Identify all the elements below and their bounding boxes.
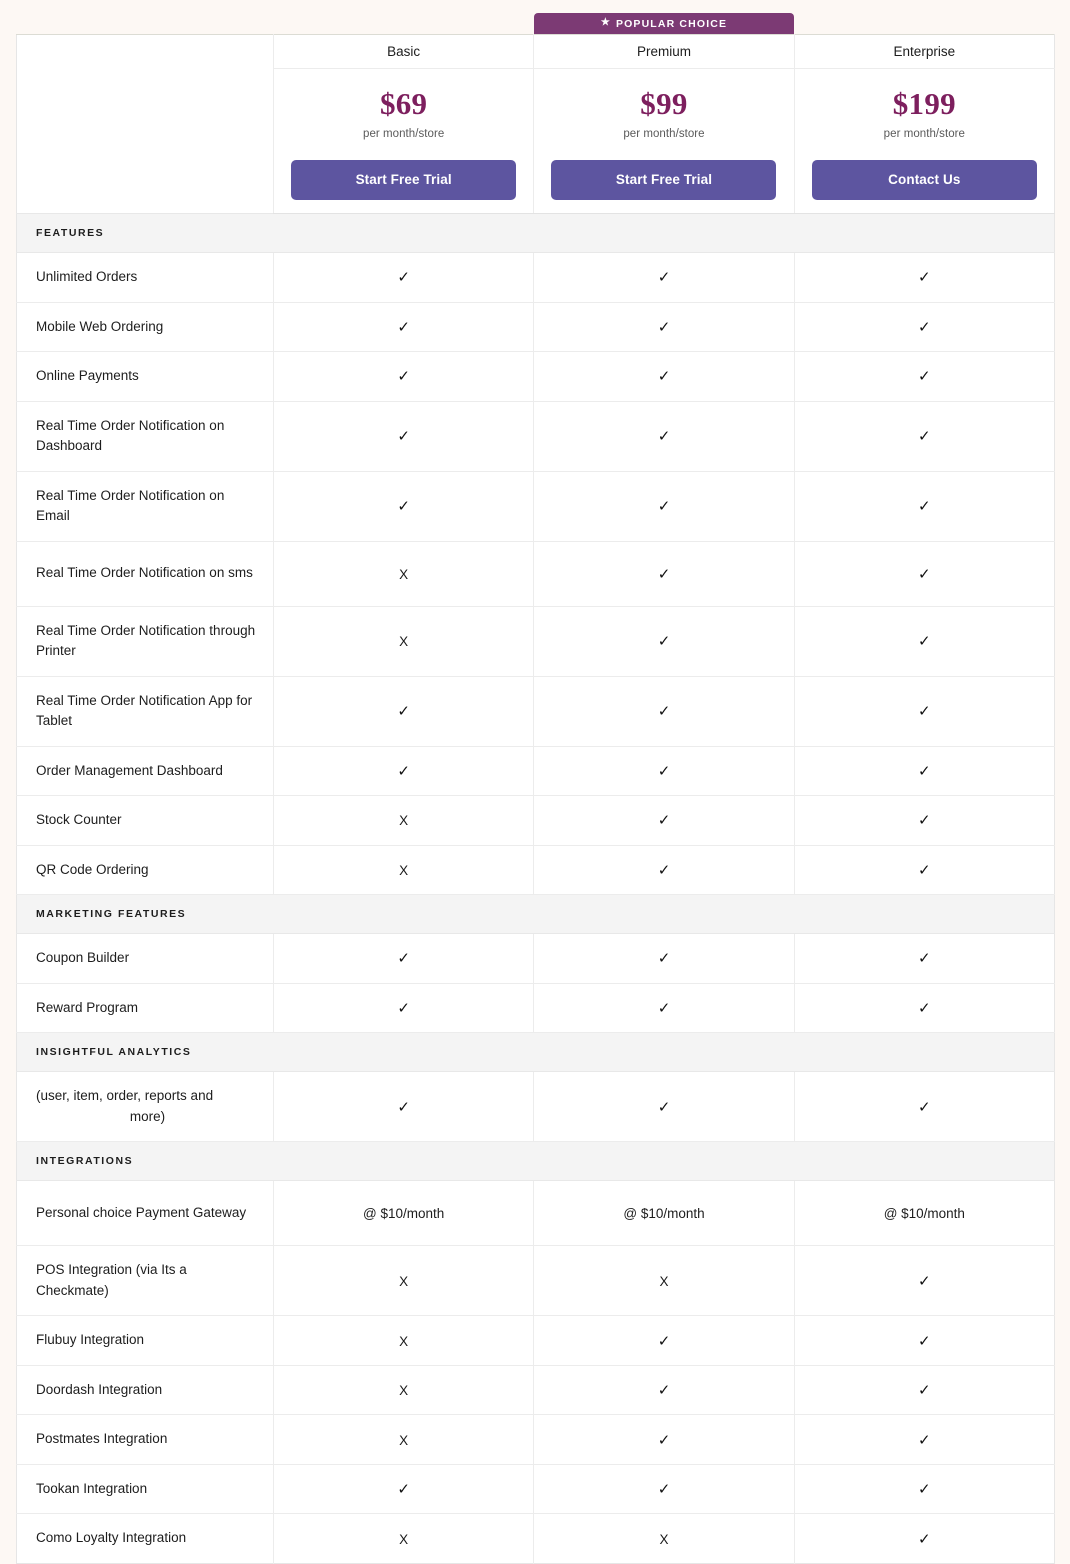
- check-icon: ✓: [657, 1332, 671, 1350]
- plan-period-basic: per month/store: [363, 127, 445, 140]
- feature-included-check: [794, 302, 1054, 352]
- cross-icon: X: [399, 862, 409, 878]
- table-row: [17, 1514, 1055, 1564]
- feature-label: Real Time Order Notification App for Tablet: [17, 676, 274, 746]
- plan-name-row: [17, 35, 1055, 69]
- feature-included-check: [534, 1316, 794, 1366]
- cross-icon: X: [399, 1273, 409, 1289]
- popular-choice-label: POPULAR CHOICE: [615, 17, 728, 30]
- feature-included-check: [794, 1316, 1054, 1366]
- feature-excluded-x: [534, 1246, 794, 1316]
- feature-included-check: [534, 746, 794, 796]
- feature-included-check: [794, 541, 1054, 606]
- table-row: [17, 746, 1055, 796]
- feature-included-check: [794, 1514, 1054, 1564]
- table-row: [17, 1246, 1055, 1316]
- check-icon: ✓: [397, 498, 410, 516]
- feature-label-line-2: more): [129, 1108, 166, 1124]
- check-icon: ✓: [918, 633, 931, 651]
- feature-included-check: [794, 746, 1054, 796]
- feature-included-check: [274, 352, 534, 402]
- feature-included-check: [534, 983, 794, 1033]
- feature-included-check: [534, 1464, 794, 1514]
- table-row: [17, 1316, 1055, 1366]
- check-icon: ✓: [918, 1481, 931, 1499]
- check-icon: ✓: [657, 368, 671, 386]
- feature-addon-price: @ $10/month: [363, 1206, 445, 1222]
- check-icon: ✓: [657, 565, 671, 583]
- table-row: [17, 983, 1055, 1033]
- feature-included-check: [274, 676, 534, 746]
- check-icon: ✓: [918, 812, 931, 830]
- section-title: INSIGHTFUL ANALYTICS: [17, 1033, 1055, 1072]
- check-icon: ✓: [657, 1098, 671, 1116]
- feature-included-check: [534, 1365, 794, 1415]
- feature-label: Reward Program: [17, 983, 274, 1033]
- feature-included-check: [274, 983, 534, 1033]
- feature-label-line-1: (user, item, order, reports and: [36, 1088, 214, 1104]
- check-icon: ✓: [657, 762, 671, 780]
- check-icon: ✓: [918, 861, 931, 879]
- feature-included-check: [794, 606, 1054, 676]
- check-icon: ✓: [397, 703, 410, 721]
- check-icon: ✓: [397, 318, 410, 336]
- plan-price-basic: $69: [379, 86, 428, 121]
- check-icon: ✓: [397, 762, 410, 780]
- section-header-row: [17, 1142, 1055, 1181]
- feature-included-check: [794, 796, 1054, 846]
- check-icon: ✓: [397, 999, 410, 1017]
- check-icon: ✓: [918, 368, 931, 386]
- feature-included-check: [794, 983, 1054, 1033]
- feature-included-check: [274, 302, 534, 352]
- feature-included-check: [794, 471, 1054, 541]
- feature-included-check: [534, 471, 794, 541]
- feature-included-check: [534, 253, 794, 303]
- feature-included-check: [534, 676, 794, 746]
- cross-icon: X: [399, 1333, 409, 1349]
- plan-price-premium: $99: [640, 86, 688, 121]
- table-row: [17, 1072, 1055, 1142]
- section-header-row: [17, 214, 1055, 253]
- feature-included-check: [274, 253, 534, 303]
- check-icon: ✓: [918, 1332, 931, 1350]
- plan-name-premium: Premium: [534, 35, 794, 69]
- feature-included-check: [274, 401, 534, 471]
- table-row: [17, 1464, 1055, 1514]
- feature-excluded-x: [274, 606, 534, 676]
- feature-included-check: [534, 541, 794, 606]
- check-icon: ✓: [657, 1481, 671, 1499]
- cross-icon: X: [399, 1531, 409, 1547]
- feature-value-text: [534, 1181, 794, 1246]
- check-icon: ✓: [657, 950, 671, 968]
- table-corner-blank: [17, 35, 274, 214]
- check-icon: ✓: [918, 565, 931, 583]
- feature-addon-price: @ $10/month: [623, 1206, 705, 1222]
- feature-label: [17, 1072, 274, 1142]
- table-row: [17, 1365, 1055, 1415]
- feature-included-check: [794, 676, 1054, 746]
- feature-label: Real Time Order Notification through Printer: [17, 606, 274, 676]
- check-icon: ✓: [657, 498, 671, 516]
- feature-label: Coupon Builder: [17, 934, 274, 984]
- check-icon: ✓: [918, 1382, 931, 1400]
- check-icon: ✓: [918, 498, 931, 516]
- feature-excluded-x: [274, 845, 534, 895]
- pricing-comparison-table: [16, 34, 1055, 1564]
- check-icon: ✓: [918, 1272, 931, 1290]
- table-row: [17, 1415, 1055, 1465]
- feature-included-check: [794, 352, 1054, 402]
- feature-included-check: [794, 401, 1054, 471]
- plan-pricing-cell-basic: [274, 69, 534, 214]
- table-row: [17, 352, 1055, 402]
- feature-label: Real Time Order Notification on Dashboard: [17, 401, 274, 471]
- feature-label: Personal choice Payment Gateway: [17, 1181, 274, 1246]
- cross-icon: X: [399, 813, 409, 829]
- section-title: MARKETING FEATURES: [17, 895, 1055, 934]
- table-row: [17, 934, 1055, 984]
- check-icon: ✓: [657, 633, 671, 651]
- plan-price-enterprise: $199: [892, 86, 956, 121]
- check-icon: ✓: [657, 1431, 671, 1449]
- feature-included-check: [274, 471, 534, 541]
- feature-included-check: [534, 845, 794, 895]
- cross-icon: X: [399, 1432, 409, 1448]
- check-icon: ✓: [918, 762, 931, 780]
- check-icon: ✓: [918, 999, 931, 1017]
- feature-included-check: [534, 796, 794, 846]
- feature-label: Doordash Integration: [17, 1365, 274, 1415]
- feature-included-check: [794, 1365, 1054, 1415]
- check-icon: ✓: [397, 1481, 410, 1499]
- table-row: [17, 253, 1055, 303]
- feature-included-check: [534, 1072, 794, 1142]
- feature-included-check: [794, 1464, 1054, 1514]
- cross-icon: X: [659, 1531, 669, 1547]
- plan-pricing-cell-premium: [534, 69, 794, 214]
- feature-excluded-x: [274, 1514, 534, 1564]
- feature-included-check: [274, 934, 534, 984]
- cross-icon: X: [659, 1273, 669, 1289]
- plan-period-enterprise: per month/store: [883, 127, 965, 140]
- table-row: [17, 401, 1055, 471]
- feature-label: Postmates Integration: [17, 1415, 274, 1465]
- check-icon: ✓: [657, 428, 671, 446]
- feature-label: QR Code Ordering: [17, 845, 274, 895]
- table-row: [17, 676, 1055, 746]
- feature-included-check: [274, 1464, 534, 1514]
- check-icon: ✓: [657, 1382, 671, 1400]
- feature-excluded-x: [274, 1316, 534, 1366]
- feature-label: Real Time Order Notification on sms: [17, 541, 274, 606]
- feature-included-check: [534, 606, 794, 676]
- feature-addon-price: @ $10/month: [883, 1206, 965, 1222]
- feature-label: Online Payments: [17, 352, 274, 402]
- feature-excluded-x: [274, 796, 534, 846]
- check-icon: ✓: [397, 368, 410, 386]
- cross-icon: X: [399, 566, 409, 582]
- check-icon: ✓: [397, 269, 410, 287]
- check-icon: ✓: [918, 950, 931, 968]
- check-icon: ✓: [397, 1098, 410, 1116]
- feature-included-check: [534, 401, 794, 471]
- cross-icon: X: [399, 634, 409, 650]
- feature-included-check: [794, 1072, 1054, 1142]
- table-row: [17, 845, 1055, 895]
- feature-label: Flubuy Integration: [17, 1316, 274, 1366]
- feature-included-check: [534, 1415, 794, 1465]
- plan-period-premium: per month/store: [623, 127, 705, 140]
- check-icon: ✓: [397, 428, 410, 446]
- check-icon: ✓: [657, 861, 671, 879]
- cta-button-premium[interactable]: Start Free Trial: [551, 160, 776, 200]
- feature-label: Real Time Order Notification on Email: [17, 471, 274, 541]
- check-icon: ✓: [657, 812, 671, 830]
- cross-icon: X: [399, 1383, 409, 1399]
- check-icon: ✓: [657, 999, 671, 1017]
- feature-label: Stock Counter: [17, 796, 274, 846]
- feature-included-check: [794, 1415, 1054, 1465]
- feature-excluded-x: [274, 1246, 534, 1316]
- table-row: [17, 471, 1055, 541]
- feature-value-text: [794, 1181, 1054, 1246]
- feature-included-check: [794, 1246, 1054, 1316]
- cta-button-basic[interactable]: Start Free Trial: [291, 160, 516, 200]
- cta-button-enterprise[interactable]: Contact Us: [812, 160, 1037, 200]
- feature-included-check: [274, 1072, 534, 1142]
- check-icon: ✓: [657, 318, 671, 336]
- check-icon: ✓: [397, 950, 410, 968]
- feature-label: Order Management Dashboard: [17, 746, 274, 796]
- check-icon: ✓: [918, 428, 931, 446]
- check-icon: ✓: [918, 703, 931, 721]
- table-row: [17, 541, 1055, 606]
- check-icon: ✓: [918, 269, 931, 287]
- popular-choice-badge: [534, 13, 794, 34]
- plan-name-enterprise: Enterprise: [794, 35, 1054, 69]
- table-row: [17, 606, 1055, 676]
- table-row: [17, 302, 1055, 352]
- plan-name-basic: Basic: [274, 35, 534, 69]
- check-icon: ✓: [918, 318, 931, 336]
- feature-included-check: [274, 746, 534, 796]
- table-row: [17, 796, 1055, 846]
- table-row: [17, 1181, 1055, 1246]
- feature-included-check: [534, 934, 794, 984]
- feature-included-check: [794, 253, 1054, 303]
- feature-included-check: [794, 845, 1054, 895]
- feature-excluded-x: [274, 1365, 534, 1415]
- check-icon: ✓: [918, 1431, 931, 1449]
- feature-excluded-x: [274, 541, 534, 606]
- feature-label: POS Integration (via Its a Checkmate): [17, 1246, 274, 1316]
- check-icon: ✓: [918, 1098, 931, 1116]
- feature-value-text: [274, 1181, 534, 1246]
- feature-label: Como Loyalty Integration: [36, 1530, 187, 1546]
- feature-excluded-x: [534, 1514, 794, 1564]
- section-header-row: [17, 1033, 1055, 1072]
- feature-included-check: [534, 352, 794, 402]
- check-icon: ✓: [918, 1530, 931, 1548]
- section-header-row: [17, 895, 1055, 934]
- plan-pricing-cell-enterprise: [794, 69, 1054, 214]
- check-icon: ✓: [657, 269, 671, 287]
- feature-label: Unlimited Orders: [17, 253, 274, 303]
- star-icon: ★: [600, 17, 611, 28]
- feature-label: Tookan Integration: [17, 1464, 274, 1514]
- check-icon: ✓: [657, 703, 671, 721]
- section-title: FEATURES: [17, 214, 1055, 253]
- feature-label: Mobile Web Ordering: [17, 302, 274, 352]
- feature-included-check: [534, 302, 794, 352]
- feature-included-check: [794, 934, 1054, 984]
- section-title: INTEGRATIONS: [17, 1142, 1055, 1181]
- badge-layer: [16, 0, 1054, 34]
- feature-excluded-x: [274, 1415, 534, 1465]
